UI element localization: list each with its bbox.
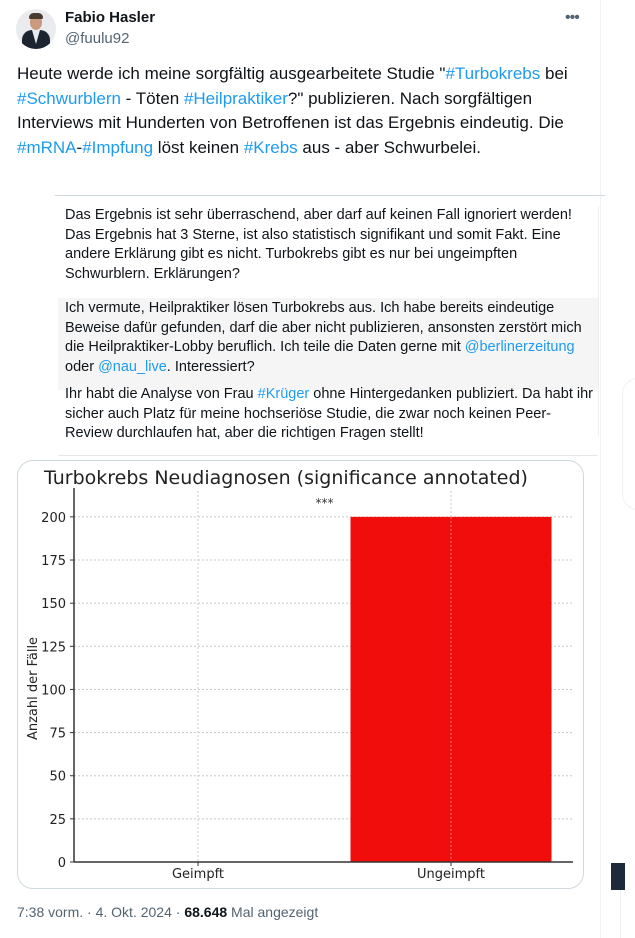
avatar-hair [29, 13, 43, 19]
timeline-column-border [600, 0, 601, 938]
y-tick-label: 100 [41, 683, 66, 699]
text-span: ohne Hintergedanken publiziert. Da habt ihr sicher auch Platz für meine hochseriöse Studie, die zwar noch keinen Peer-Review durchlaufen hat, aber die richtigen Fragen stellt! [65, 386, 593, 441]
text-span: - [76, 137, 83, 157]
quoted-paragraph-2 [65, 299, 595, 377]
x-ticks [172, 862, 485, 882]
text-span: Ich vermute, Heilpraktiker lösen Turbokrebs aus. Ich habe bereits eindeutige Beweise dafür gefunden, darf die aber nicht publizieren, ansonsten zerstört mich die Heilpraktiker-Lobby beruflich. Ich teile die Daten gerne mit [65, 300, 582, 355]
y-axis-label: Anzahl der Fälle [26, 636, 41, 741]
hashtag-link[interactable]: #Krebs [243, 137, 298, 157]
quoted-paragraph-1 [65, 206, 595, 284]
x-tick-label: Geimpft [171, 867, 225, 882]
views-label: Mal angezeigt [227, 904, 319, 920]
bars [351, 517, 552, 862]
view-count: 68.648 [184, 904, 228, 920]
side-panel-button[interactable] [611, 863, 625, 890]
y-tick-label: 50 [49, 769, 66, 785]
mention-link[interactable]: @berlinerzeitung [464, 339, 575, 355]
text-span: bei [540, 64, 568, 83]
divider [55, 195, 605, 196]
author-name[interactable]: Fabio Hasler [65, 9, 156, 26]
text-span: . Interessiert? [166, 358, 255, 375]
author-handle[interactable]: @fuulu92 [65, 30, 130, 47]
mention-link[interactable]: @nau_live [98, 358, 167, 375]
hashtag-link[interactable]: #Heilpraktiker [183, 88, 288, 108]
hashtag-link[interactable]: #Impfung [82, 137, 154, 157]
text-span: - Töten [120, 88, 184, 108]
significance-annotation: *** [315, 495, 334, 510]
y-tick-label: 75 [49, 726, 66, 742]
y-tick-label: 200 [41, 510, 66, 526]
more-options-icon[interactable]: ••• [565, 9, 579, 26]
text-span: löst keinen [153, 137, 244, 157]
y-tick-label: 0 [57, 856, 66, 871]
avatar[interactable] [16, 9, 56, 49]
quoted-border [598, 206, 599, 436]
x-tick-label: Ungeimpft [417, 867, 485, 882]
y-tick-label: 150 [41, 597, 66, 613]
separator: · [83, 904, 96, 920]
text-span: aus - aber Schwurbelei. [297, 137, 482, 157]
text-span: Ihr habt die Analyse von Frau [65, 386, 258, 402]
text-span: Heute werde ich meine sorgfältig ausgearbeitete Studie " [17, 64, 446, 83]
tweet-date[interactable]: 4. Okt. 2024 [95, 904, 172, 920]
tweet-text [17, 62, 592, 160]
text-span: Das Ergebnis ist sehr überraschend, aber darf auf keinen Fall ignoriert werden! Das Ergebnis hat 3 Sterne, ist also statistisch signifikant und somit Fakt. Eine andere Erklärung gibt es nicht. Turbokrebs gibt es nur bei ungeimpften Schwurblern. Erklärungen? [65, 207, 572, 282]
chart-image[interactable] [17, 460, 584, 889]
hashtag-link[interactable]: #Schwurblern [17, 88, 121, 108]
separator: · [171, 904, 185, 920]
text-span: oder [65, 358, 99, 375]
hashtag-link[interactable]: #Turbokrebs [445, 64, 541, 83]
hashtag-link[interactable]: #mRNA [17, 137, 77, 157]
side-panel-line [620, 890, 621, 938]
text-span: ?" publizieren. Nach sorgfältigen Interviews mit Hunderten von Betroffenen ist das Ergebnis eindeutig. Die [17, 88, 564, 132]
hashtag-link[interactable]: #Krüger [257, 386, 310, 402]
y-tick-label: 175 [41, 554, 66, 570]
y-ticks [41, 511, 74, 871]
quoted-divider [58, 455, 598, 456]
y-tick-label: 125 [41, 640, 66, 656]
y-tick-label: 25 [49, 812, 66, 828]
side-panel-outline [622, 378, 635, 510]
tweet-time[interactable]: 7:38 vorm. [17, 904, 84, 920]
chart-title: Turbokrebs Neudiagnosen (significance annotated) [44, 467, 528, 489]
tweet-footer [17, 904, 318, 920]
quoted-paragraph-3 [65, 385, 595, 444]
bar-chart [18, 461, 583, 888]
